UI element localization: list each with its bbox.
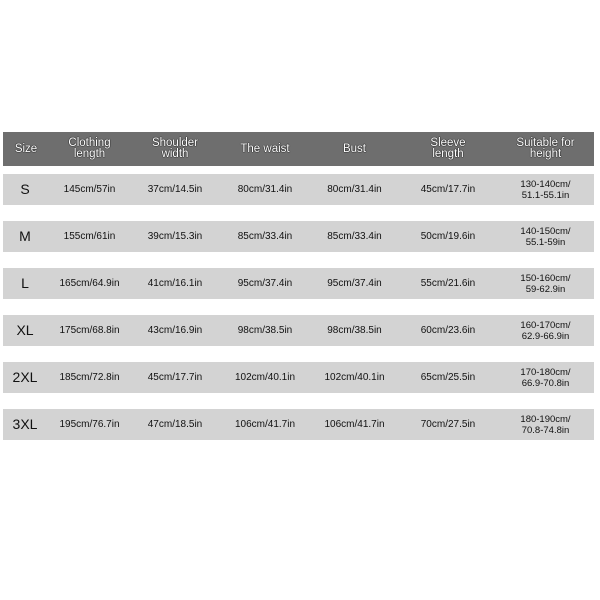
table-row [3, 221, 594, 252]
sleeve-length-cell: 50cm/19.6in [420, 231, 476, 242]
table-row [3, 315, 594, 346]
table-row [3, 174, 594, 205]
bust-cell: 106cm/41.7in [324, 419, 385, 430]
clothing-length-cell: 195cm/76.7in [59, 419, 120, 430]
size-cell: 3XL [12, 416, 38, 432]
header-shoulder-width: Shoulder width [151, 137, 199, 160]
size-cell: M [19, 228, 31, 244]
size-chart-table [3, 132, 594, 440]
size-cell: XL [16, 322, 34, 338]
sleeve-length-cell: 65cm/25.5in [420, 372, 476, 383]
header-clothing-length: Clothing length [68, 137, 111, 160]
sleeve-length-cell: 70cm/27.5in [420, 419, 476, 430]
clothing-length-cell: 165cm/64.9in [59, 278, 120, 289]
bust-cell: 95cm/37.4in [327, 278, 382, 289]
shoulder-width-cell: 41cm/16.1in [147, 278, 203, 289]
clothing-length-cell: 145cm/57in [63, 184, 116, 195]
clothing-length-cell: 185cm/72.8in [59, 372, 120, 383]
shoulder-width-cell: 37cm/14.5in [147, 184, 203, 195]
waist-cell: 106cm/41.7in [234, 419, 296, 430]
table-header [3, 132, 594, 166]
size-cell: S [20, 181, 30, 197]
waist-cell: 95cm/37.4in [237, 278, 293, 289]
header-size: Size [14, 142, 38, 155]
waist-cell: 102cm/40.1in [234, 372, 296, 383]
size-cell: 2XL [12, 369, 38, 385]
clothing-length-cell: 175cm/68.8in [59, 325, 120, 336]
height-cell: 130-140cm/ 51.1-55.1in [520, 178, 571, 201]
bust-cell: 85cm/33.4in [327, 231, 382, 242]
clothing-length-cell: 155cm/61in [63, 231, 116, 242]
height-cell: 160-170cm/ 62.9-66.9in [520, 319, 571, 342]
shoulder-width-cell: 39cm/15.3in [147, 231, 203, 242]
height-cell: 150-160cm/ 59-62.9in [520, 272, 571, 295]
table-row [3, 409, 594, 440]
sleeve-length-cell: 45cm/17.7in [420, 184, 476, 195]
shoulder-width-cell: 45cm/17.7in [147, 372, 203, 383]
header-bust: Bust [342, 142, 366, 155]
waist-cell: 80cm/31.4in [237, 184, 293, 195]
waist-cell: 85cm/33.4in [237, 231, 293, 242]
sleeve-length-cell: 60cm/23.6in [420, 325, 476, 336]
bust-cell: 98cm/38.5in [327, 325, 382, 336]
header-height: Suitable for height [516, 137, 575, 160]
shoulder-width-cell: 47cm/18.5in [147, 419, 203, 430]
table-row [3, 268, 594, 299]
waist-cell: 98cm/38.5in [237, 325, 293, 336]
header-waist: The waist [240, 142, 290, 155]
header-sleeve-length: Sleeve length [430, 137, 466, 160]
height-cell: 180-190cm/ 70.8-74.8in [520, 413, 571, 436]
bust-cell: 102cm/40.1in [324, 372, 385, 383]
table-row [3, 362, 594, 393]
bust-cell: 80cm/31.4in [327, 184, 382, 195]
shoulder-width-cell: 43cm/16.9in [147, 325, 203, 336]
height-cell: 140-150cm/ 55.1-59in [520, 225, 571, 248]
height-cell: 170-180cm/ 66.9-70.8in [520, 366, 571, 389]
sleeve-length-cell: 55cm/21.6in [420, 278, 476, 289]
size-cell: L [21, 275, 29, 291]
